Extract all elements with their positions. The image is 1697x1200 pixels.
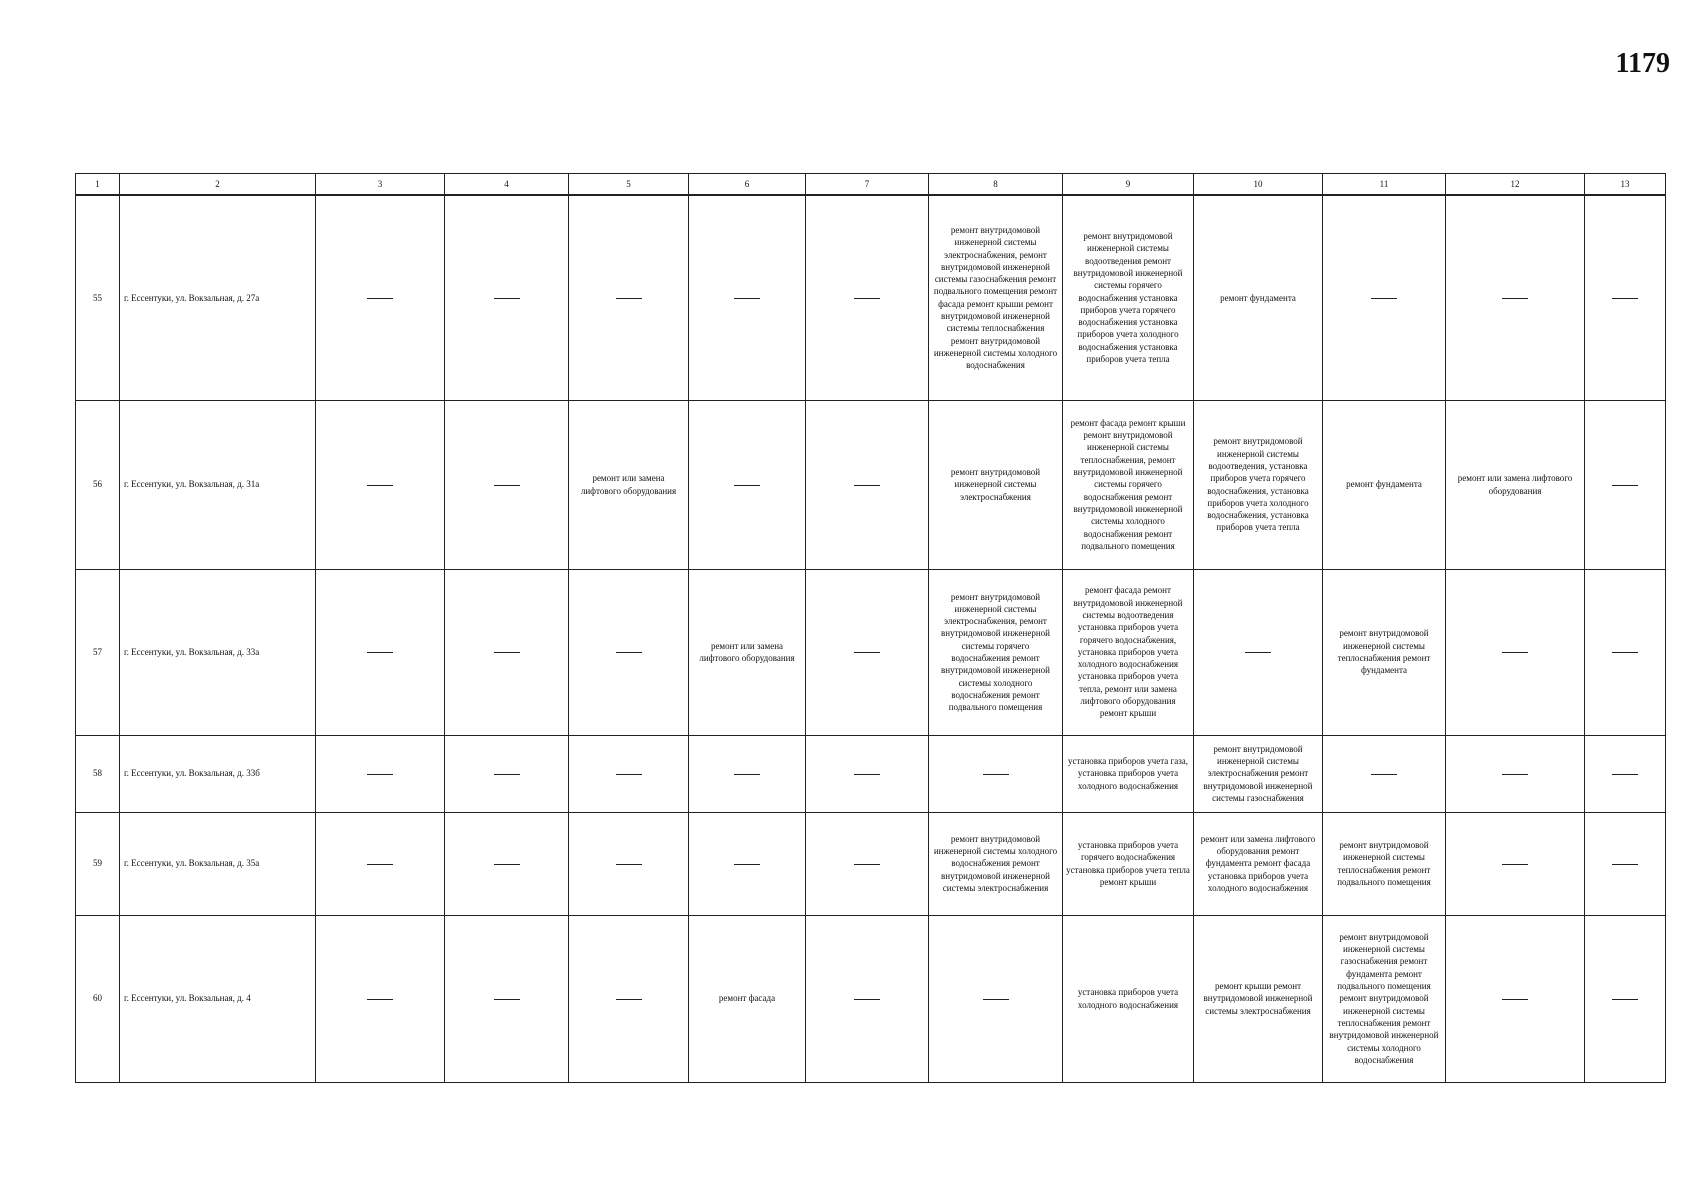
dash-mark	[1371, 774, 1397, 775]
column-number: 4	[445, 174, 569, 196]
column-number: 6	[689, 174, 806, 196]
header-row	[76, 174, 1666, 196]
row-number	[76, 400, 120, 569]
cell-text: ремонт внутридомовой инженерной системы электроснабжения ремонт внутридомовой инженерной системы газоснабжения	[1203, 743, 1313, 803]
work-cell	[445, 195, 569, 400]
dash-mark	[616, 298, 642, 299]
work-cell	[569, 735, 689, 812]
work-cell	[1323, 812, 1446, 915]
cell-text: г. Ессентуки, ул. Вокзальная, д. 33б	[124, 768, 260, 779]
cell-text: ремонт внутридомовой инженерной системы холодного водоснабжения ремонт внутридомовой инженерной системы электроснабжения	[933, 833, 1058, 893]
table-row	[76, 195, 1666, 400]
work-cell	[929, 569, 1063, 735]
work-cell	[1585, 569, 1666, 735]
work-cell	[929, 915, 1063, 1082]
cell-text: ремонт внутридомовой инженерной системы газоснабжения ремонт фундамента ремонт подвального помещения ремонт внутридомовой инженерной системы теплоснабжения ремонт внутридомовой инженерной системы холодного водоснабжения	[1329, 931, 1439, 1065]
work-cell	[1585, 195, 1666, 400]
dash-mark	[1612, 774, 1638, 775]
work-cell	[1446, 735, 1585, 812]
dash-mark	[1502, 864, 1528, 865]
cell-text: ремонт фасада ремонт крыши ремонт внутридомовой инженерной системы теплоснабжения, ремонт внутридомовой инженерной системы горячего водоснабжения ремонт внутридомовой инженерной системы холодного водоснабжения ремонт подвального помещения	[1070, 417, 1186, 551]
work-cell	[689, 569, 806, 735]
dash-mark	[854, 485, 880, 486]
cell-text: г. Ессентуки, ул. Вокзальная, д. 33а	[124, 646, 260, 657]
work-cell	[929, 735, 1063, 812]
work-cell	[569, 569, 689, 735]
cell-text: установка приборов учета холодного водоснабжения	[1077, 987, 1179, 1010]
work-cell	[445, 735, 569, 812]
work-cell	[1194, 195, 1323, 400]
address-cell	[120, 195, 316, 400]
work-cell	[1323, 735, 1446, 812]
address-cell	[120, 400, 316, 569]
work-cell	[316, 400, 445, 569]
table-row	[76, 915, 1666, 1082]
work-cell	[1323, 569, 1446, 735]
cell-text: ремонт внутридомовой инженерной системы электроснабжения	[950, 467, 1041, 502]
work-cell	[445, 915, 569, 1082]
dash-mark	[367, 652, 393, 653]
dash-mark	[854, 298, 880, 299]
cell-text: 56	[93, 479, 102, 490]
dash-mark	[983, 999, 1009, 1000]
table-row	[76, 735, 1666, 812]
work-cell	[1063, 195, 1194, 400]
dash-mark	[616, 864, 642, 865]
work-cell	[806, 735, 929, 812]
cell-text: 55	[93, 292, 102, 303]
dash-mark	[494, 652, 520, 653]
dash-mark	[854, 652, 880, 653]
dash-mark	[1502, 298, 1528, 299]
dash-mark	[1612, 652, 1638, 653]
cell-text: ремонт или замена лифтового оборудования	[580, 473, 677, 496]
cell-text: установка приборов учета горячего водоснабжения установка приборов учета тепла ремонт крыши	[1066, 839, 1190, 887]
dash-mark	[734, 864, 760, 865]
work-cell	[806, 569, 929, 735]
column-number: 10	[1194, 174, 1323, 196]
dash-mark	[1612, 485, 1638, 486]
dash-mark	[494, 298, 520, 299]
column-number: 11	[1323, 174, 1446, 196]
dash-mark	[1245, 652, 1271, 653]
work-cell	[316, 915, 445, 1082]
work-cell	[569, 812, 689, 915]
dash-mark	[616, 999, 642, 1000]
row-number	[76, 195, 120, 400]
work-cell	[316, 812, 445, 915]
cell-text: ремонт фундамента	[1346, 479, 1422, 490]
dash-mark	[494, 485, 520, 486]
work-cell	[1194, 915, 1323, 1082]
cell-text: ремонт внутридомовой инженерной системы водоотведения ремонт внутридомовой инженерной системы горячего водоснабжения установка приборов учета горячего водоснабжения установка приборов учета холодного водоснабжения установка приборов учета тепла	[1073, 231, 1183, 365]
column-number: 8	[929, 174, 1063, 196]
cell-text: установка приборов учета газа, установка приборов учета холодного водоснабжения	[1067, 756, 1189, 791]
work-cell	[929, 812, 1063, 915]
cell-text: ремонт внутридомовой инженерной системы теплоснабжения ремонт подвального помещения	[1337, 839, 1431, 887]
work-cell	[1446, 812, 1585, 915]
work-cell	[1194, 812, 1323, 915]
dash-mark	[983, 774, 1009, 775]
address-cell	[120, 569, 316, 735]
repair-schedule-table	[75, 173, 1666, 1083]
work-cell	[1063, 735, 1194, 812]
dash-mark	[1371, 298, 1397, 299]
dash-mark	[367, 864, 393, 865]
address-cell	[120, 735, 316, 812]
dash-mark	[367, 999, 393, 1000]
work-cell	[1194, 400, 1323, 569]
work-cell	[1323, 915, 1446, 1082]
work-cell	[316, 195, 445, 400]
work-cell	[1194, 735, 1323, 812]
work-cell	[1585, 735, 1666, 812]
dash-mark	[734, 774, 760, 775]
dash-mark	[1502, 774, 1528, 775]
dash-mark	[1612, 298, 1638, 299]
table-row	[76, 400, 1666, 569]
work-cell	[569, 915, 689, 1082]
work-cell	[806, 195, 929, 400]
work-cell	[316, 569, 445, 735]
cell-text: ремонт внутридомовой инженерной системы электроснабжения, ремонт внутридомовой инженерной системы горячего водоснабжения ремонт внутридомовой инженерной системы холодного водоснабжения ремонт подвального помещения	[941, 591, 1050, 713]
row-number	[76, 915, 120, 1082]
dash-mark	[367, 774, 393, 775]
work-cell	[929, 400, 1063, 569]
cell-text: г. Ессентуки, ул. Вокзальная, д. 27а	[124, 292, 260, 303]
work-cell	[806, 400, 929, 569]
cell-text: г. Ессентуки, ул. Вокзальная, д. 4	[124, 993, 251, 1004]
work-cell	[1446, 569, 1585, 735]
cell-text: ремонт внутридомовой инженерной системы теплоснабжения ремонт фундамента	[1337, 628, 1431, 676]
work-cell	[806, 812, 929, 915]
row-number	[76, 812, 120, 915]
cell-text: ремонт фасада	[718, 993, 776, 1004]
work-cell	[1446, 195, 1585, 400]
cell-text: 59	[93, 858, 102, 869]
dash-mark	[854, 999, 880, 1000]
address-cell	[120, 915, 316, 1082]
dash-mark	[854, 774, 880, 775]
work-cell	[1194, 569, 1323, 735]
column-number: 9	[1063, 174, 1194, 196]
dash-mark	[367, 485, 393, 486]
dash-mark	[1502, 999, 1528, 1000]
cell-text: ремонт фасада ремонт внутридомовой инженерной системы водоотведения установка приборов учета горячего водоснабжения, установка приборов учета холодного водоснабжения установка приборов учета тепла, ремонт или замена лифтового оборудования ремонт крыши	[1073, 585, 1183, 719]
cell-text: 60	[93, 993, 102, 1004]
dash-mark	[494, 999, 520, 1000]
column-number: 2	[120, 174, 316, 196]
work-cell	[929, 195, 1063, 400]
dash-mark	[494, 774, 520, 775]
cell-text: г. Ессентуки, ул. Вокзальная, д. 35а	[124, 858, 260, 869]
cell-text: ремонт крыши ремонт внутридомовой инженерной системы электроснабжения	[1203, 981, 1313, 1016]
dash-mark	[854, 864, 880, 865]
cell-text: ремонт или замена лифтового оборудования	[699, 640, 795, 663]
column-number: 7	[806, 174, 929, 196]
work-cell	[569, 195, 689, 400]
work-cell	[1446, 915, 1585, 1082]
dash-mark	[734, 298, 760, 299]
work-cell	[1446, 400, 1585, 569]
work-cell	[445, 569, 569, 735]
dash-mark	[1612, 864, 1638, 865]
dash-mark	[1612, 999, 1638, 1000]
page-number: 1179	[1615, 48, 1670, 79]
work-cell	[1063, 915, 1194, 1082]
address-cell	[120, 812, 316, 915]
dash-mark	[494, 864, 520, 865]
work-cell	[1585, 915, 1666, 1082]
work-cell	[689, 812, 806, 915]
dash-mark	[734, 485, 760, 486]
work-cell	[316, 735, 445, 812]
column-number: 3	[316, 174, 445, 196]
work-cell	[806, 915, 929, 1082]
work-cell	[689, 735, 806, 812]
work-cell	[1063, 400, 1194, 569]
cell-text: 57	[93, 646, 102, 657]
column-number: 5	[569, 174, 689, 196]
row-number	[76, 735, 120, 812]
cell-text: ремонт или замена лифтового оборудования	[1457, 473, 1573, 496]
cell-text: ремонт внутридомовой инженерной системы водоотведения, установка приборов учета горячего водоснабжения, установка приборов учета холодного водоснабжения, установка приборов учета тепла	[1207, 436, 1309, 533]
cell-text: ремонт фундамента	[1220, 292, 1296, 303]
dash-mark	[1502, 652, 1528, 653]
column-number: 13	[1585, 174, 1666, 196]
cell-text: 58	[93, 768, 102, 779]
work-cell	[1323, 400, 1446, 569]
dash-mark	[616, 774, 642, 775]
column-number: 1	[76, 174, 120, 196]
work-cell	[445, 400, 569, 569]
work-cell	[689, 195, 806, 400]
cell-text: ремонт или замена лифтового оборудования ремонт фундамента ремонт фасада установка приборов учета холодного водоснабжения	[1200, 833, 1316, 893]
work-cell	[569, 400, 689, 569]
table-row	[76, 569, 1666, 735]
work-cell	[1063, 812, 1194, 915]
cell-text: ремонт внутридомовой инженерной системы электроснабжения, ремонт внутридомовой инженерной системы газоснабжения ремонт подвального помещения ремонт фасада ремонт крыши ремонт внутридомовой инженерной системы теплоснабжения ремонт внутридомовой инженерной системы холодного водоснабжения	[933, 224, 1058, 371]
dash-mark	[616, 652, 642, 653]
dash-mark	[367, 298, 393, 299]
work-cell	[1585, 812, 1666, 915]
row-number	[76, 569, 120, 735]
column-number: 12	[1446, 174, 1585, 196]
work-cell	[1585, 400, 1666, 569]
work-cell	[689, 915, 806, 1082]
table-row	[76, 812, 1666, 915]
work-cell	[445, 812, 569, 915]
cell-text: г. Ессентуки, ул. Вокзальная, д. 31а	[124, 479, 260, 490]
work-cell	[1323, 195, 1446, 400]
work-cell	[689, 400, 806, 569]
work-cell	[1063, 569, 1194, 735]
